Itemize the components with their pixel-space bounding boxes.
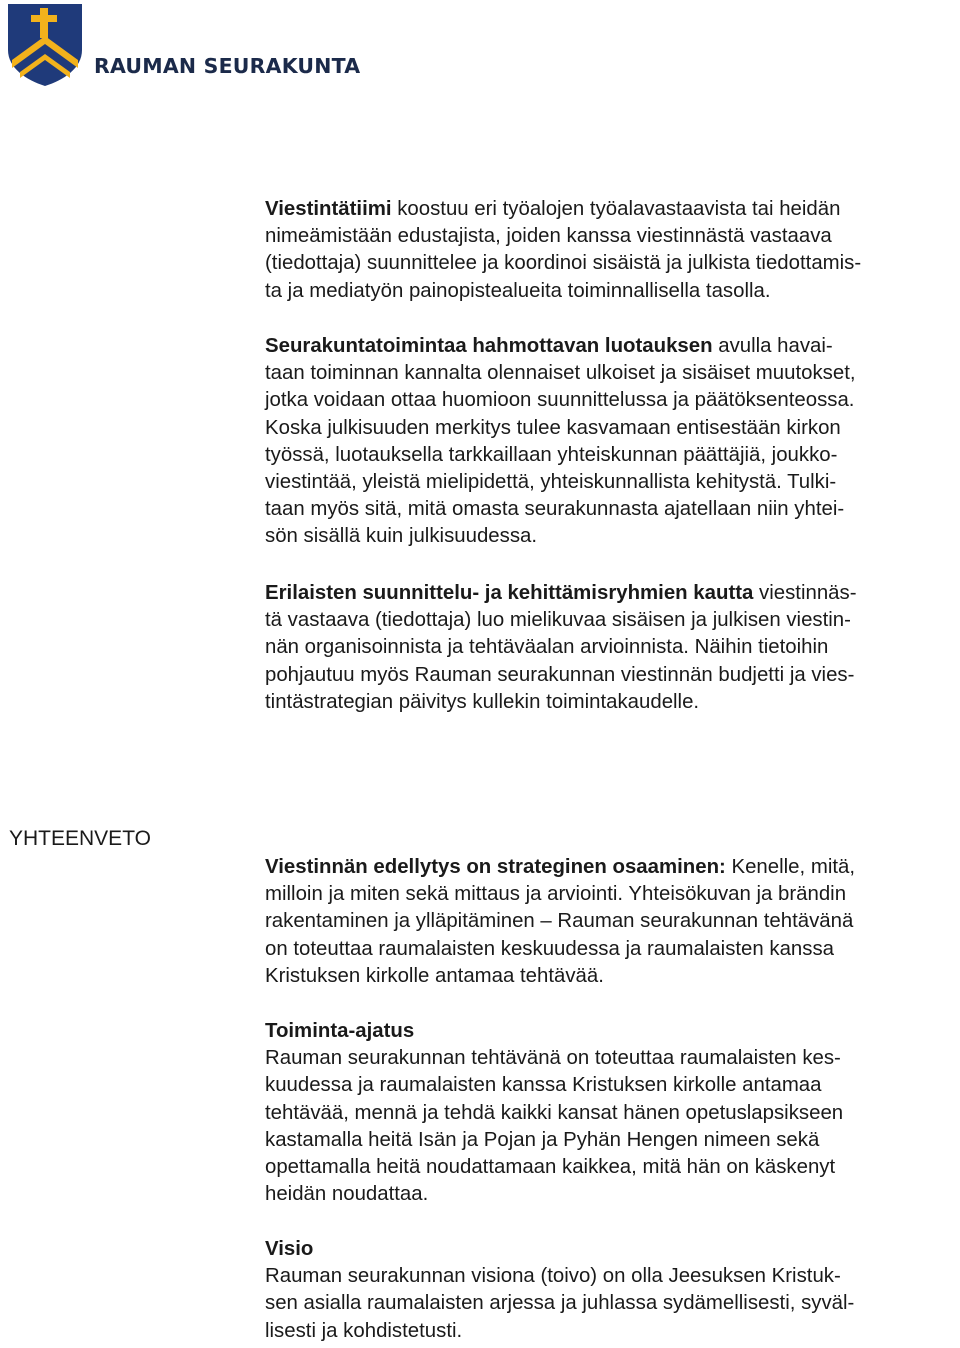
text-line: Rauman seurakunnan visiona (toivo) on olla Jeesuksen Kristuk- <box>265 1265 841 1288</box>
church-cross-shield-icon <box>6 2 86 88</box>
text-line: sen asialla raumalaisten arjessa ja juhlassa sydämellisesti, syväl- <box>265 1292 855 1315</box>
bold-term: Seurakuntatoimintaa hahmottavan luotauksen <box>265 335 713 357</box>
text-line: viestinnäs- <box>753 582 857 604</box>
paragraph-toiminta-ajatus <box>265 1018 960 1208</box>
paragraph-luotaus <box>265 333 960 551</box>
text-line: avulla havai- <box>712 335 833 357</box>
text-line: kastamalla heitä Isän ja Pojan ja Pyhän Hengen nimeen sekä <box>265 1128 820 1151</box>
section-heading: Toiminta-ajatus <box>265 1020 415 1042</box>
section-heading: Visio <box>265 1238 314 1260</box>
paragraph-suunnitteluryhmat <box>265 580 960 716</box>
text-line: on toteuttaa raumalaisten keskuudessa ja raumalaisten kanssa <box>265 937 835 960</box>
bold-term: Erilaisten suunnittelu- ja kehittämisryhmien kautta <box>265 582 754 604</box>
text-line: taan myös sitä, mitä omasta seurakunnasta ajatellaan niin yhtei- <box>265 498 845 521</box>
text-line: rakentaminen ja ylläpitäminen – Rauman seurakunnan tehtävänä <box>265 910 854 933</box>
logo-text: RAUMAN SEURAKUNTA <box>94 54 361 78</box>
summary-heading: YHTEENVETO <box>9 827 151 850</box>
text-line: koostuu eri työalojen työalavastaavista tai heidän <box>391 198 841 220</box>
text-line: pohjautuu myös Rauman seurakunnan viestinnän budjetti ja vies- <box>265 663 855 686</box>
text-line: työssä, luotauksella tarkkaillaan yhteiskunnan päättäjiä, joukko- <box>265 443 838 466</box>
paragraph-visio <box>265 1236 960 1345</box>
text-line: heidän noudattaa. <box>265 1183 429 1206</box>
paragraph-viestintatiimi <box>265 196 960 305</box>
text-line: jotka voidaan ottaa huomioon suunnittelussa ja päätöksenteossa. <box>265 389 855 412</box>
text-line: nän organisoinnista ja tehtäväalan arvioinnista. Näihin tietoihin <box>265 636 829 659</box>
text-line: Kenelle, mitä, <box>725 856 856 878</box>
text-line: kuudessa ja raumalaisten kanssa Kristuksen kirkolle antamaa <box>265 1074 822 1097</box>
text-line: opettamalla heitä noudattamaan kaikkea, mitä hän on käskenyt <box>265 1156 836 1179</box>
text-line: milloin ja miten sekä mittaus ja arviointi. Yhteisökuvan ja brändin <box>265 883 847 906</box>
text-line: tintästrategian päivitys kullekin toimintakaudelle. <box>265 690 700 713</box>
paragraph-strateginen-osaaminen <box>265 854 960 990</box>
bold-term: Viestinnän edellytys on strateginen osaaminen: <box>265 856 726 878</box>
text-line: Kristuksen kirkolle antamaa tehtävää. <box>265 964 604 987</box>
text-line: ta ja mediatyön painopistealueita toiminnallisella tasolla. <box>265 279 771 302</box>
text-line: (tiedottaja) suunnittelee ja koordinoi sisäistä ja julkista tiedottamis- <box>265 252 862 275</box>
text-line: tehtävää, mennä ja tehdä kaikki kansat hänen opetuslapsikseen <box>265 1101 844 1124</box>
church-logo <box>6 2 361 90</box>
text-line: nimeämistään edustajista, joiden kanssa viestinnästä vastaava <box>265 225 832 248</box>
text-line: tä vastaava (tiedottaja) luo mielikuvaa sisäisen ja julkisen viestin- <box>265 609 851 632</box>
text-line: Koska julkisuuden merkitys tulee kasvamaan entisestään kirkon <box>265 416 841 439</box>
text-line: sön sisällä kuin julkisuudessa. <box>265 525 538 548</box>
bold-term: Viestintätiimi <box>265 198 392 220</box>
text-line: Rauman seurakunnan tehtävänä on toteuttaa raumalaisten kes- <box>265 1047 841 1070</box>
text-line: taan toiminnan kannalta olennaiset ulkoiset ja sisäiset muutokset, <box>265 362 856 385</box>
text-line: viestintää, yleistä mielipidettä, yhteiskunnallista kehitystä. Tulki- <box>265 471 837 494</box>
text-line: lisesti ja kohdistetusti. <box>265 1319 463 1342</box>
